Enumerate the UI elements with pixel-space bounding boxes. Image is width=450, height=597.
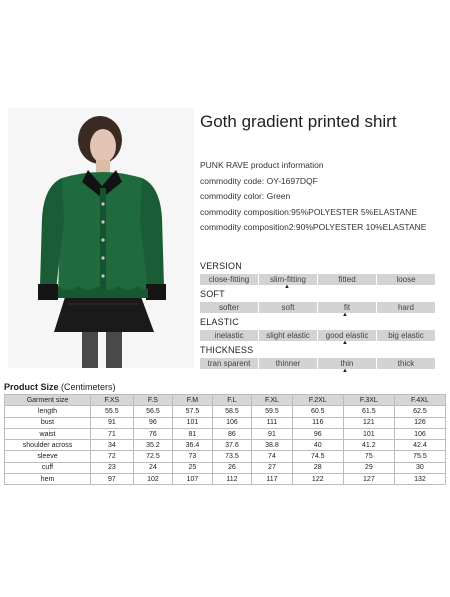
table-cell: 23 <box>91 462 134 473</box>
table-cell: 34 <box>91 440 134 451</box>
table-cell: 59.5 <box>252 406 293 417</box>
table-cell: 60.5 <box>292 406 343 417</box>
product-title: Goth gradient printed shirt <box>200 112 397 131</box>
attribute-label: ELASTIC <box>200 317 239 327</box>
table-cell: length <box>5 406 91 417</box>
table-cell: 73.5 <box>212 451 252 462</box>
table-cell: 71 <box>91 428 134 439</box>
scale-option: hard <box>377 302 435 313</box>
scale-option: loose <box>377 274 435 285</box>
table-cell: 117 <box>252 474 293 485</box>
table-cell: 74 <box>252 451 293 462</box>
table-cell: 101 <box>343 428 394 439</box>
scale-option: fit <box>318 302 376 313</box>
table-cell: 30 <box>394 462 445 473</box>
table-cell: 24 <box>133 462 173 473</box>
table-cell: 61.5 <box>343 406 394 417</box>
attribute-label: SOFT <box>200 289 225 299</box>
info-brand-line: PUNK RAVE product information <box>200 160 324 170</box>
table-row <box>5 474 446 485</box>
table-row <box>5 428 446 439</box>
product-info <box>200 158 426 236</box>
info-composition2-line: commodity composition2:90%POLYESTER 10%ELASTANE <box>200 222 427 232</box>
scale-option: fitted <box>318 274 376 285</box>
table-header-row <box>5 395 446 406</box>
scale-option: thinner <box>259 358 317 369</box>
table-cell: 97 <box>91 474 134 485</box>
scale-option: tran sparent <box>200 358 258 369</box>
scale-option: close-fitting <box>200 274 258 285</box>
table-header-cell: F.L <box>212 395 252 406</box>
table-cell: 122 <box>292 474 343 485</box>
table-cell: waist <box>5 428 91 439</box>
table-cell: 25 <box>173 462 213 473</box>
scale-option: good elastic <box>318 330 376 341</box>
table-cell: cuff <box>5 462 91 473</box>
info-composition-line: commodity composition:95%POLYESTER 5%ELASTANE <box>200 206 417 217</box>
attribute-elastic <box>200 317 440 348</box>
table-header-cell: F.M <box>173 395 213 406</box>
table-cell: 74.5 <box>292 451 343 462</box>
table-cell: 91 <box>91 417 134 428</box>
table-cell: 42.4 <box>394 440 445 451</box>
info-color-line: commodity color: Green <box>200 191 291 201</box>
size-table <box>4 394 446 485</box>
table-cell: 57.5 <box>173 406 213 417</box>
attribute-scale <box>200 274 440 285</box>
scale-option: thin <box>318 358 376 369</box>
scale-option: soft <box>259 302 317 313</box>
scale-option: thick <box>377 358 435 369</box>
scale-option: inelastic <box>200 330 258 341</box>
table-header-cell: F.2XL <box>292 395 343 406</box>
table-cell: 62.5 <box>394 406 445 417</box>
table-cell: 91 <box>252 428 293 439</box>
table-cell: 27 <box>252 462 293 473</box>
table-cell: 37.6 <box>212 440 252 451</box>
table-cell: 38.8 <box>252 440 293 451</box>
table-header-cell: F.XS <box>91 395 134 406</box>
table-cell: 73 <box>173 451 213 462</box>
table-header-cell: F.3XL <box>343 395 394 406</box>
table-cell: 56.5 <box>133 406 173 417</box>
table-cell: bust <box>5 417 91 428</box>
table-cell: 121 <box>343 417 394 428</box>
table-row <box>5 451 446 462</box>
table-cell: 106 <box>394 428 445 439</box>
selection-marker-row <box>200 369 440 376</box>
attribute-soft <box>200 289 440 320</box>
table-cell: 101 <box>173 417 213 428</box>
table-cell: 96 <box>133 417 173 428</box>
table-cell: 75.5 <box>394 451 445 462</box>
table-cell: 132 <box>394 474 445 485</box>
attribute-version <box>200 261 440 292</box>
table-row <box>5 462 446 473</box>
table-cell: 55.5 <box>91 406 134 417</box>
table-cell: 35.2 <box>133 440 173 451</box>
table-header-cell: F.4XL <box>394 395 445 406</box>
attribute-scale <box>200 358 440 369</box>
attribute-label: VERSION <box>200 261 242 271</box>
table-cell: 111 <box>252 417 293 428</box>
table-cell: sleeve <box>5 451 91 462</box>
table-cell: 127 <box>343 474 394 485</box>
table-cell: 81 <box>173 428 213 439</box>
scale-option: slim-fitting <box>259 274 317 285</box>
table-cell: 116 <box>292 417 343 428</box>
table-cell: 102 <box>133 474 173 485</box>
table-cell: 86 <box>212 428 252 439</box>
selection-marker-icon: ▲ <box>342 368 348 374</box>
selection-marker-icon: ▲ <box>284 284 290 290</box>
table-cell: 126 <box>394 417 445 428</box>
table-cell: 106 <box>212 417 252 428</box>
table-cell: 26 <box>212 462 252 473</box>
table-cell: 28 <box>292 462 343 473</box>
table-row <box>5 406 446 417</box>
table-row <box>5 440 446 451</box>
size-heading-bold: Product Size <box>4 382 59 392</box>
table-cell: 29 <box>343 462 394 473</box>
model-illustration <box>8 108 194 368</box>
product-photo <box>8 108 194 368</box>
size-heading-unit: (Centimeters) <box>58 382 116 392</box>
attribute-scale <box>200 330 440 341</box>
table-cell: 41.2 <box>343 440 394 451</box>
table-header-cell: F.XL <box>252 395 293 406</box>
table-cell: 112 <box>212 474 252 485</box>
scale-option: slight elastic <box>259 330 317 341</box>
table-cell: 76 <box>133 428 173 439</box>
table-cell: 72 <box>91 451 134 462</box>
size-table-heading <box>4 382 116 392</box>
table-header-cell: Garment size <box>5 395 91 406</box>
attribute-thickness <box>200 345 440 376</box>
table-cell: 107 <box>173 474 213 485</box>
table-cell: 36.4 <box>173 440 213 451</box>
table-cell: 58.5 <box>212 406 252 417</box>
table-header-cell: F.S <box>133 395 173 406</box>
scale-option: big elastic <box>377 330 435 341</box>
attribute-label: THICKNESS <box>200 345 254 355</box>
scale-option: softer <box>200 302 258 313</box>
selection-marker-icon: ▲ <box>342 312 348 318</box>
table-cell: 72.5 <box>133 451 173 462</box>
table-cell: 96 <box>292 428 343 439</box>
selection-marker-icon: ▲ <box>342 340 348 346</box>
table-cell: hem <box>5 474 91 485</box>
info-code-line: commodity code: OY-1697DQF <box>200 175 318 186</box>
attribute-scale <box>200 302 440 313</box>
table-row <box>5 417 446 428</box>
table-cell: shoulder across <box>5 440 91 451</box>
table-cell: 40 <box>292 440 343 451</box>
table-cell: 75 <box>343 451 394 462</box>
